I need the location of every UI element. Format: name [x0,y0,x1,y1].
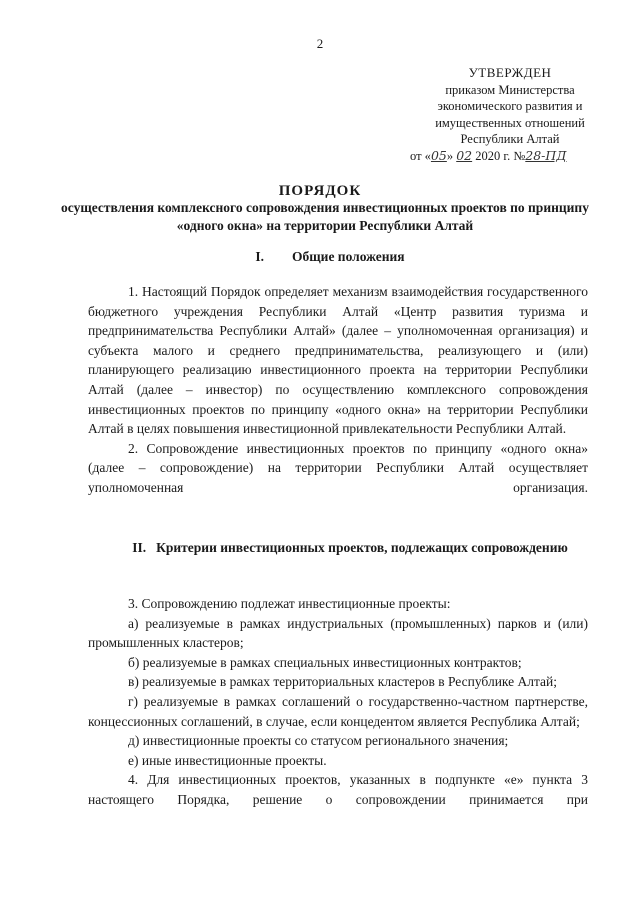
approval-line: приказом Министерства [445,82,575,97]
date-year: 2020 г. № [472,148,526,163]
section-2-number: II. [132,540,147,555]
list-item: д) инвестиционные проекты со статусом регионального значения; [128,733,509,749]
list-item: в) реализуемые в рамках территориальных кластеров в Республике Алтай; [128,674,558,690]
paragraph: 4. Для инвестиционных проектов, указанных в подпункте «е» пункта 3 настоящего Порядка, решение о сопровождении принимается при [88,772,588,807]
approval-line: Республики Алтай [460,132,560,146]
list-item: е) иные инвестиционные проекты. [128,752,327,768]
document-subtitle: осуществления комплексного сопровождения инвестиционных проектов по принципу «одного окна» на территории Республики Алтай [61,200,589,233]
date-mid: » [446,148,457,163]
section-1-number: I. [255,249,265,264]
approval-stamp-block [410,65,610,164]
approval-line: имущественных отношений [435,115,585,130]
approval-heading: УТВЕРЖДЕН [468,65,552,80]
approval-line: экономического развития и [437,99,583,113]
approval-date-line [410,148,610,165]
section-2-body [88,594,588,810]
handwritten-day: 05 [430,147,447,163]
paragraph: 3. Сопровождению подлежат инвестиционные проекты: [128,596,451,611]
section-2-heading [130,537,570,558]
section-1-heading [60,246,600,267]
paragraph: 1. Настоящий Порядок определяет механизм взаимодействия государственного бюджетного учреждения Республики Алтай «Центр развития туризма и предпринимательства Республики Алтай» (далее – уполномоченная организация) и субъекта малого и среднего предпринимательства, реализующего и (или) планирующего реализацию инвестиционного проекта на территории Республики Алтай (далее – инвестор) по осуществлению комплексного сопровождения инвестиционных проектов по принципу «одного окна» на территории Республики Алтай в целях повышения инвестиционной привлекательности Республики Алтай. [88,284,588,437]
page-number: 2 [316,36,324,51]
document-title: ПОРЯДОК [278,183,362,199]
section-2-title: Критерии инвестиционных проектов, подлежащих сопровождению [156,540,568,555]
list-item: г) реализуемые в рамках соглашений о государственно-частном партнерстве, концессионных соглашений, в случае, если концедентом является Республика Алтай; [88,693,588,729]
date-prefix: от « [410,148,431,163]
section-1-body [88,282,588,498]
list-item: б) реализуемые в рамках специальных инвестиционных контрактов; [128,654,522,670]
section-1-title: Общие положения [292,249,405,264]
list-item: а) реализуемые в рамках индустриальных (промышленных) парков и (или) промышленных кластеров; [88,615,588,651]
handwritten-order-number: 28-ПД [525,147,567,163]
handwritten-month: 02 [456,147,473,163]
paragraph: 2. Сопровождение инвестиционных проектов по принципу «одного окна» (далее – сопровождение) на территории Республики Алтай осуществляет уполномоченная организация. [88,440,588,495]
